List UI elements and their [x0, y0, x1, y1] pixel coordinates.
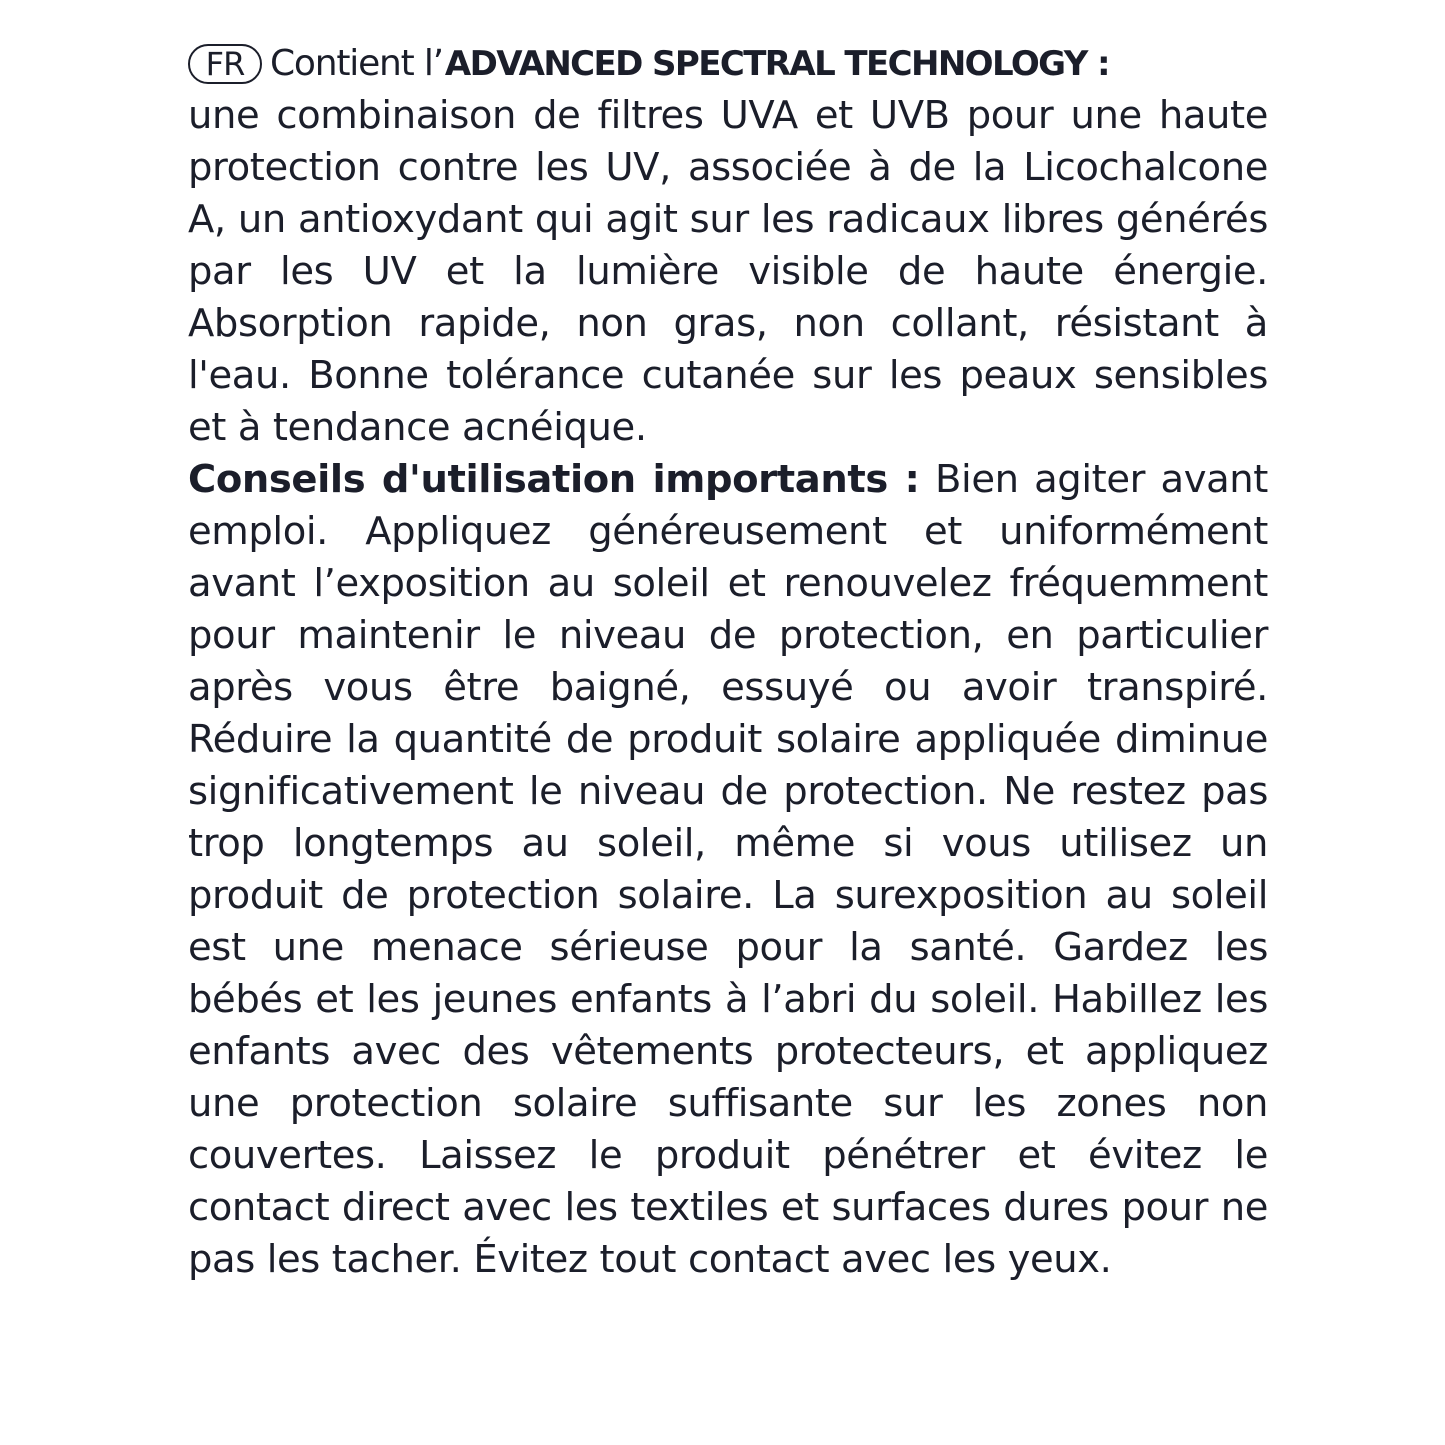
technology-name: ADVANCED SPECTRAL TECHNOLOGY :	[444, 44, 1109, 84]
label-text-block	[188, 38, 1268, 1286]
usage-heading: Conseils d'utilisation importants :	[188, 457, 920, 502]
intro-headline	[188, 38, 1268, 90]
intro-prefix: Contient l’	[270, 43, 443, 84]
usage-paragraph	[188, 454, 1268, 1286]
usage-body: Bien agiter avant emploi. Appliquez généreusement et uniformément avant l’exposition au soleil et renouvelez fréquemment pour maintenir le niveau de protection, en particulier après vous être baigné, essuyé ou avoir transpiré. Réduire la quantité de produit solaire appliquée diminue significativement le niveau de protection. Ne restez pas trop longtemps au soleil, même si vous utilisez un produit de protection solaire. La surexposition au soleil est une menace sérieuse pour la santé. Gardez les bébés et les jeunes enfants à l’abri du soleil. Habillez les enfants avec des vêtements protecteurs, et appliquez une protection solaire suffisante sur les zones non couvertes. Laissez le produit pénétrer et évitez le contact direct avec les textiles et surfaces dures pour ne pas les tacher. Évitez tout contact avec les yeux.	[188, 457, 1268, 1282]
language-badge: FR	[188, 44, 262, 84]
intro-paragraph: une combinaison de filtres UVA et UVB pour une haute protection contre les UV, associée à de la Licochalcone A, un antioxydant qui agit sur les radicaux libres générés par les UV et la lumière visible de haute énergie. Absorption rapide, non gras, non collant, résistant à l'eau. Bonne tolérance cutanée sur les peaux sensibles et à tendance acnéique.	[188, 93, 1268, 450]
